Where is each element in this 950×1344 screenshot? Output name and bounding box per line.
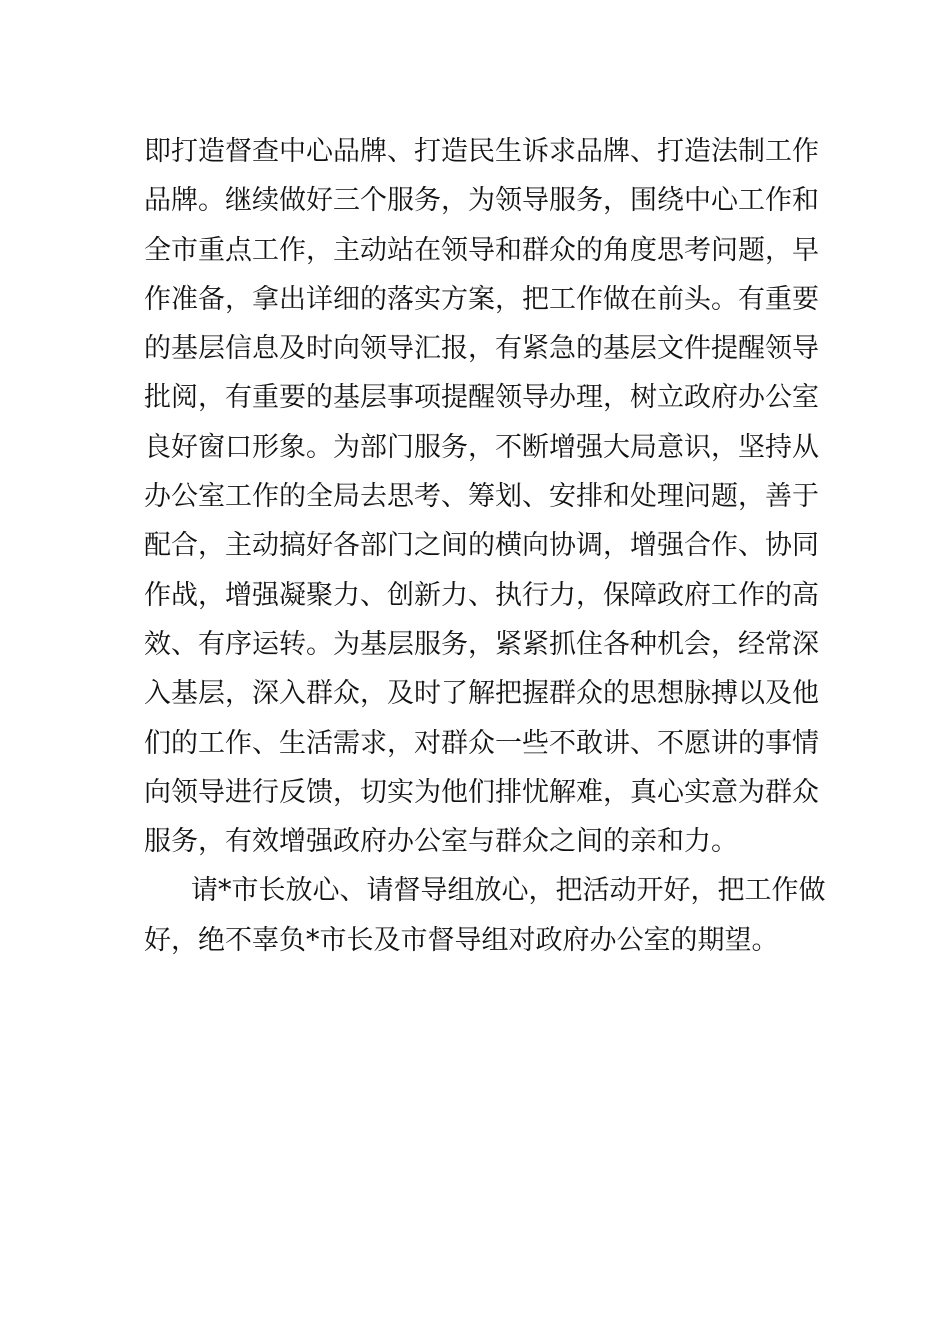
text-line: 向领导进行反馈，切实为他们排忧解难，真心实意为群众 bbox=[144, 776, 819, 808]
text-line: 配合，主动搞好各部门之间的横向协调，增强合作、协同 bbox=[144, 530, 819, 562]
text-line: 的基层信息及时向领导汇报，有紧急的基层文件提醒领导 bbox=[144, 333, 819, 365]
paragraph-2 bbox=[144, 866, 824, 965]
text-line: 作准备，拿出详细的落实方案，把工作做在前头。有重要 bbox=[144, 283, 819, 315]
text-line: 办公室工作的全局去思考、筹划、安排和处理问题，善于 bbox=[144, 481, 819, 513]
text-line: 请*市长放心、请督导组放心，把活动开好，把工作做 bbox=[191, 875, 826, 907]
text-line: 良好窗口形象。为部门服务，不断增强大局意识，坚持从 bbox=[144, 431, 819, 463]
text-line: 批阅，有重要的基层事项提醒领导办理，树立政府办公室 bbox=[144, 382, 819, 414]
text-line: 好，绝不辜负*市长及市督导组对政府办公室的期望。 bbox=[144, 924, 779, 956]
text-line: 即打造督查中心品牌、打造民生诉求品牌、打造法制工作 bbox=[144, 136, 819, 167]
text-line: 作战，增强凝聚力、创新力、执行力，保障政府工作的高 bbox=[144, 579, 819, 611]
text-line: 们的工作、生活需求，对群众一些不敢讲、不愿讲的事情 bbox=[144, 727, 819, 759]
text-line: 品牌。继续做好三个服务，为领导服务，围绕中心工作和 bbox=[144, 185, 819, 217]
body-text bbox=[144, 127, 824, 965]
paragraph-1 bbox=[144, 127, 824, 866]
text-line: 服务，有效增强政府办公室与群众之间的亲和力。 bbox=[144, 826, 738, 858]
text-line: 效、有序运转。为基层服务，紧紧抓住各种机会，经常深 bbox=[144, 628, 819, 660]
text-line: 全市重点工作，主动站在领导和群众的角度思考问题，早 bbox=[144, 234, 819, 266]
text-line: 入基层，深入群众，及时了解把握群众的思想脉搏以及他 bbox=[144, 678, 819, 710]
